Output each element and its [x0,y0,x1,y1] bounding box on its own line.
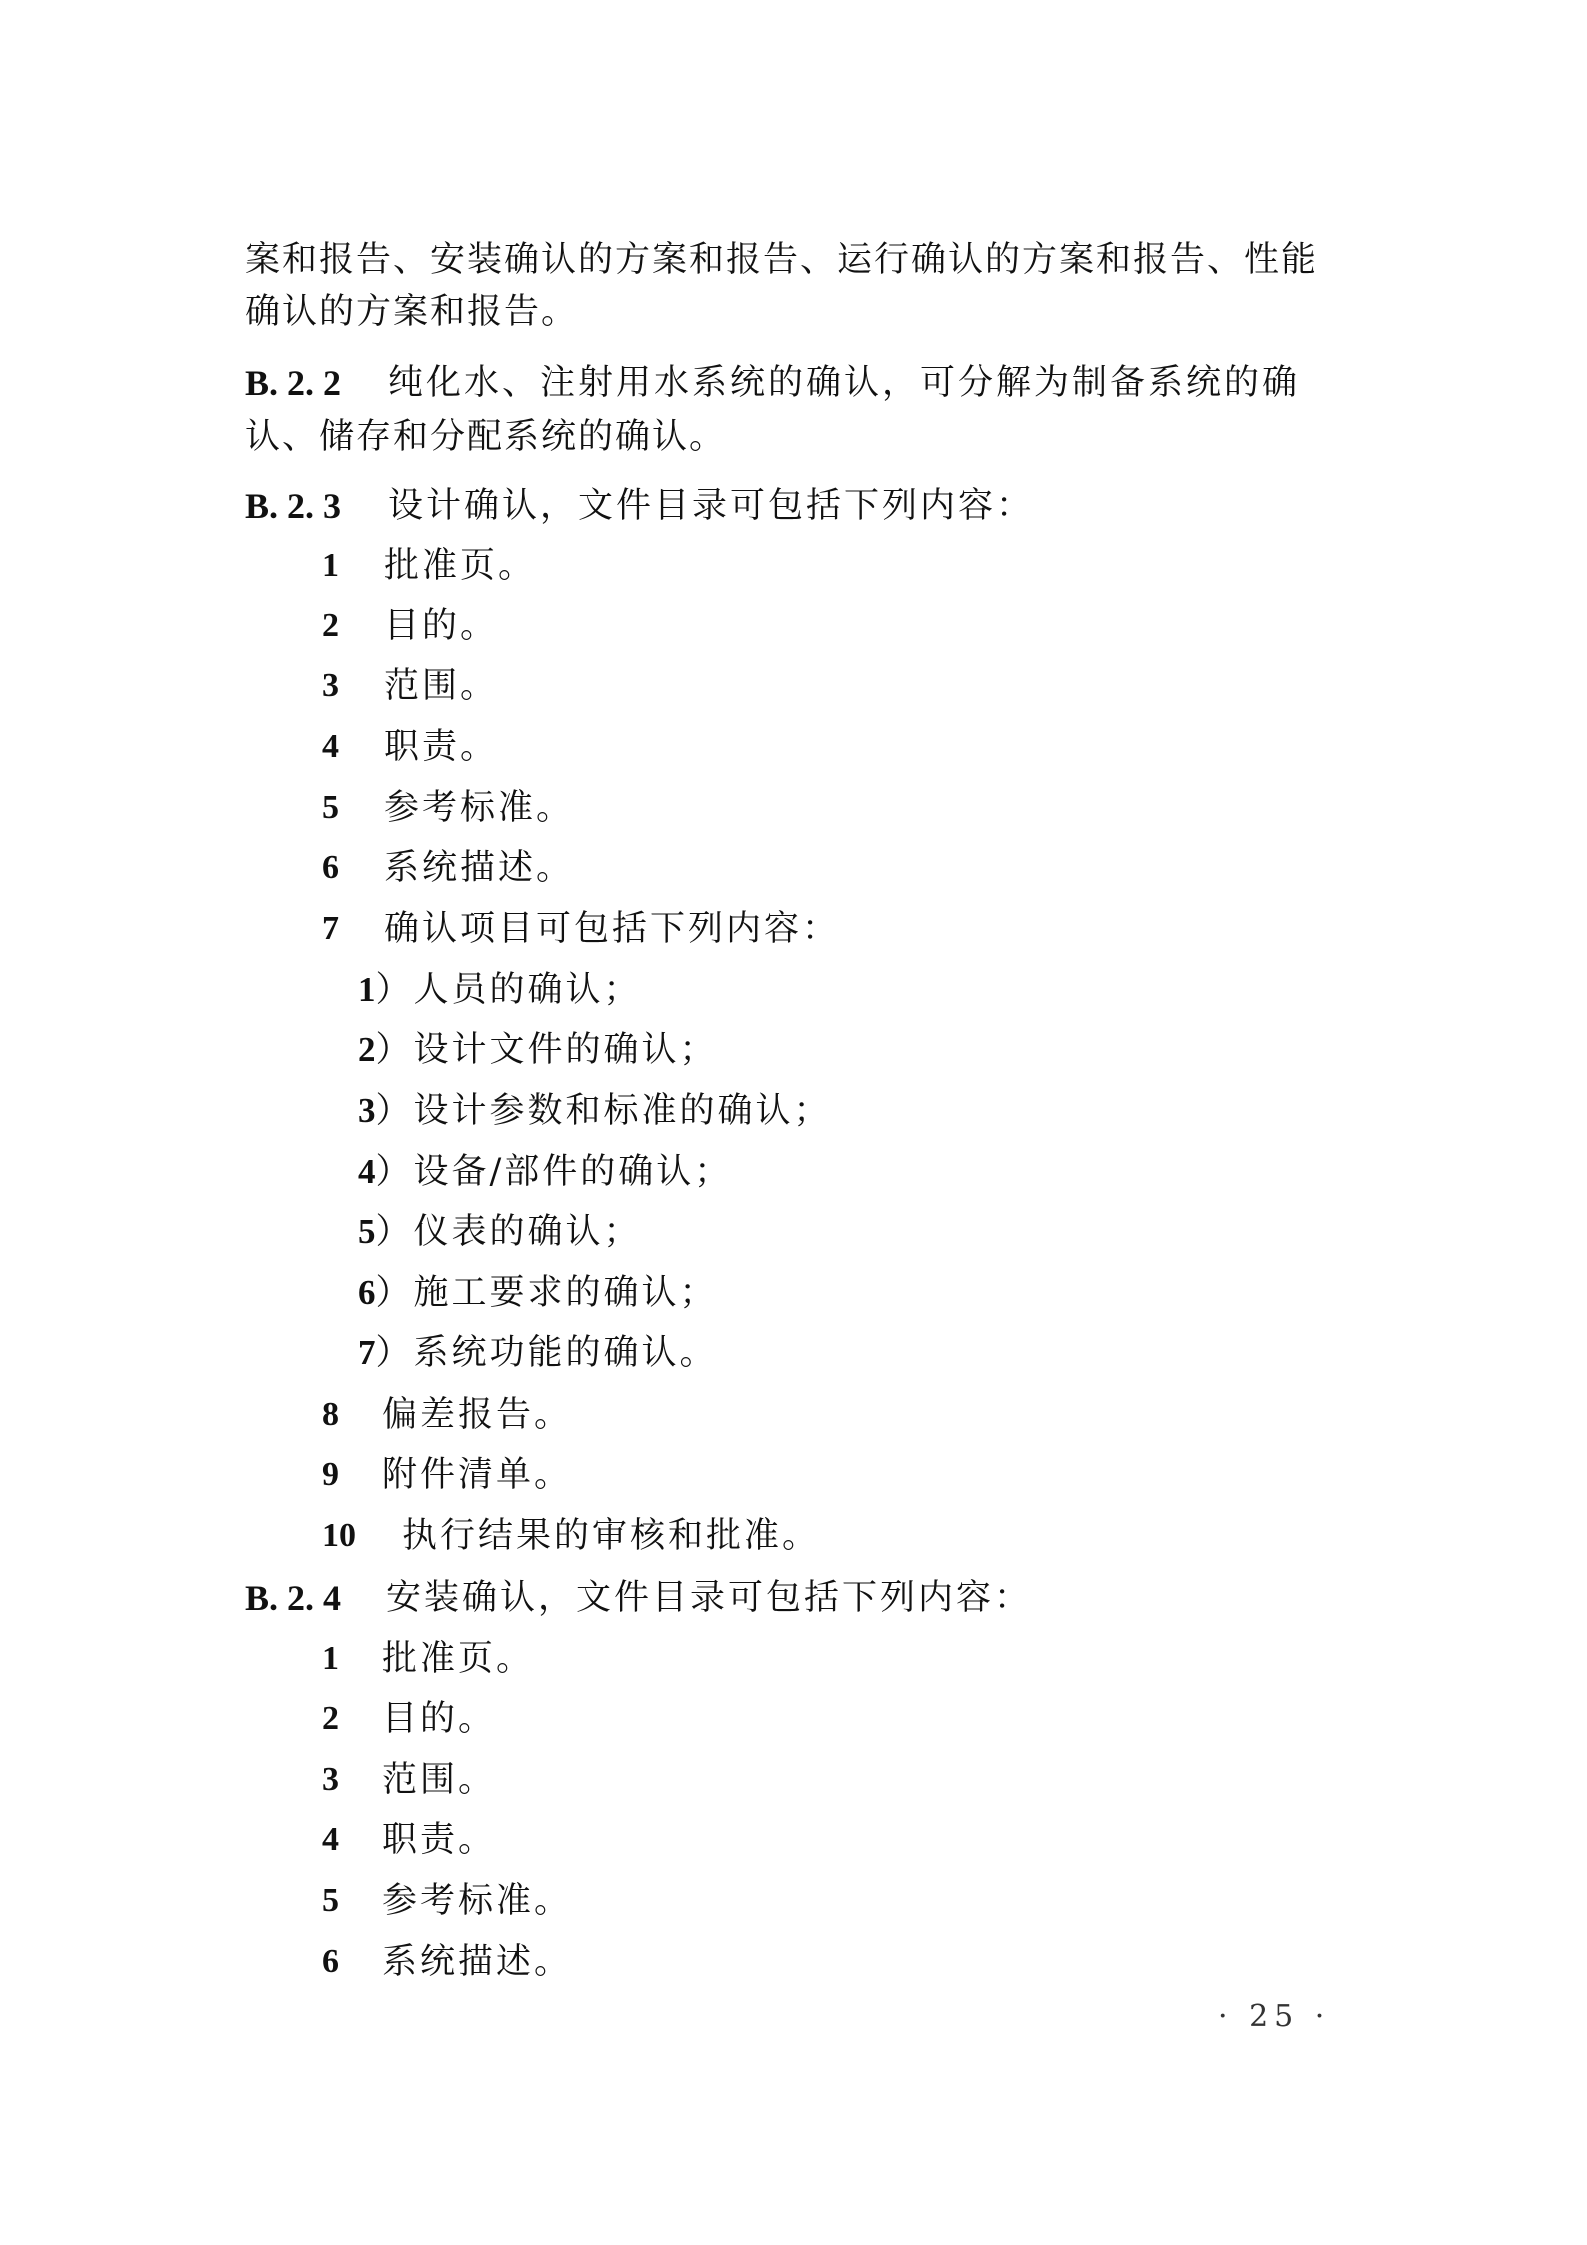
item-number: 5 [322,789,339,826]
item-number: 5 [322,1882,339,1919]
clause-text: 设计确认，文件目录可包括下列内容： [388,486,1035,526]
item-text: 参考标准。 [382,1881,573,1921]
item-number: 2 [322,607,339,644]
sub-list-item [358,1028,718,1072]
item-number: 3 [322,667,339,704]
clause-text: 纯化水、注射用水系统的确认，可分解为制备系统的确 [388,363,1301,403]
sub-item-number: 5 [358,1212,376,1251]
item-text: 系统描述。 [384,848,575,888]
sub-item-text: ）设计文件的确认； [375,1030,718,1070]
item-text: 批准页。 [384,546,537,586]
item-number: 4 [322,728,339,765]
sub-item-number: 6 [358,1273,376,1312]
item-number: 6 [322,849,339,886]
paragraph-line: 案和报告、安装确认的方案和报告、运行确认的方案和报告、性能 [245,240,1319,280]
sub-item-number: 1 [358,970,376,1009]
sub-list-item [358,1089,832,1133]
sub-item-text: ）设备/部件的确认； [375,1152,733,1192]
sub-list-item [358,1210,642,1254]
page-number: · 25 · [1218,1999,1331,2034]
clause-number: B. 2. 2 [245,363,342,403]
sub-list-item [358,1331,718,1375]
clause-number: B. 2. 3 [245,486,342,526]
clause-number: B. 2. 4 [245,1578,342,1618]
paragraph-line: 确认的方案和报告。 [245,292,579,332]
item-text: 参考标准。 [384,788,575,828]
item-text: 范围。 [382,1760,497,1800]
sub-item-number: 7 [358,1333,376,1372]
item-text: 职责。 [382,1820,497,1860]
item-text: 偏差报告。 [382,1395,573,1435]
item-number: 8 [322,1396,339,1433]
item-text: 执行结果的审核和批准。 [402,1516,821,1556]
clause-text: 安装确认，文件目录可包括下列内容： [386,1578,1033,1618]
sub-list-item [358,1271,718,1315]
sub-item-number: 2 [358,1030,376,1069]
item-text: 确认项目可包括下列内容： [384,909,841,949]
sub-list-item [358,1150,732,1194]
item-number: 1 [322,547,339,584]
sub-item-text: ）设计参数和标准的确认； [375,1091,832,1131]
item-text: 职责。 [384,727,499,767]
item-number: 7 [322,910,339,947]
item-text: 附件清单。 [382,1455,573,1495]
item-number: 10 [322,1517,356,1554]
item-number: 1 [322,1640,339,1677]
item-number: 3 [322,1761,339,1798]
item-text: 批准页。 [382,1639,535,1679]
paragraph-line: 认、储存和分配系统的确认。 [245,417,727,457]
sub-item-text: ）施工要求的确认； [375,1273,718,1313]
sub-item-text: ）系统功能的确认。 [375,1333,718,1373]
item-text: 目的。 [382,1699,497,1739]
item-number: 6 [322,1943,339,1980]
sub-item-text: ）仪表的确认； [375,1212,642,1252]
item-number: 9 [322,1456,339,1493]
item-text: 系统描述。 [382,1942,573,1982]
sub-item-number: 3 [358,1091,376,1130]
item-text: 范围。 [384,666,499,706]
item-number: 4 [322,1821,339,1858]
sub-list-item [358,968,642,1012]
item-text: 目的。 [384,606,499,646]
sub-item-number: 4 [358,1152,376,1191]
item-number: 2 [322,1700,339,1737]
sub-item-text: ）人员的确认； [375,970,642,1010]
